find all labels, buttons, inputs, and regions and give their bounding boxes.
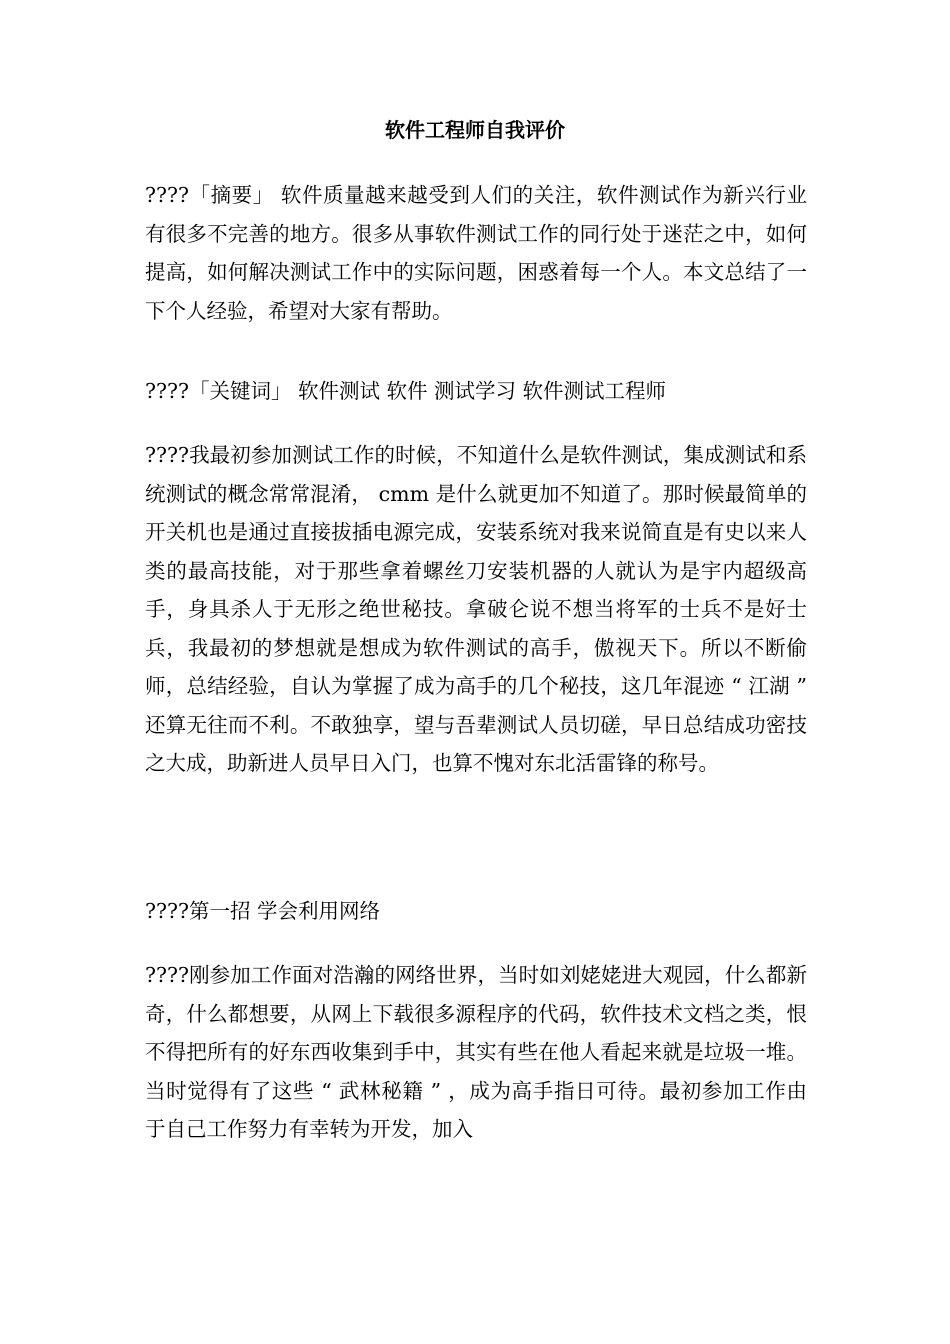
section-body-paragraph: ????刚参加工作面对浩瀚的网络世界，当时如刘姥姥进大观园，什么都新奇，什么都想要，从网上下载很多源程序的代码，软件技术文档之类，恨不得把所有的好东西收集到手中，其实有些在他人看起来就是垃圾一堆。当时觉得有了这些 “ 武林秘籍 ” ，成为高手指日可待。最初参加工作由于自己工作努力有幸转为开发，加入 — [145, 963, 807, 1141]
keywords-paragraph: ????「关键词」 软件测试 软件 测试学习 软件测试工程师 — [145, 379, 667, 403]
section-heading-first-move: ????第一招 学会利用网络 — [145, 899, 380, 923]
document-title: 软件工程师自我评价 — [385, 118, 565, 142]
abstract-paragraph: ????「摘要」 软件质量越来越受到人们的关注，软件测试作为新兴行业有很多不完善的地方。很多从事软件测试工作的同行处于迷茫之中，如何提高，如何解决测试工作中的实际问题，困惑着每一个人。本文总结了一下个人经验，希望对大家有帮助。 — [145, 183, 807, 323]
intro-paragraph: ????我最初参加测试工作的时候，不知道什么是软件测试，集成测试和系统测试的概念常常混淆， cmm 是什么就更加不知道了。那时候最简单的开关机也是通过直接拔插电源完成，安装系统对我来说简直是有史以来人类的最高技能，对于那些拿着螺丝刀安装机器的人就认为是宇内超级高手，身具杀人于无形之绝世秘技。拿破仑说不想当将军的士兵不是好士兵，我最初的梦想就是想成为软件测试的高手，傲视天下。所以不断偷师，总结经验，自认为掌握了成为高手的几个秘技，这几年混迹 “ 江湖 ” 还算无往而不利。不敢独享，望与吾辈测试人员切磋，早日总结成功密技之大成，助新进人员早日入门，也算不愧对东北活雷锋的称号。 — [145, 443, 807, 775]
